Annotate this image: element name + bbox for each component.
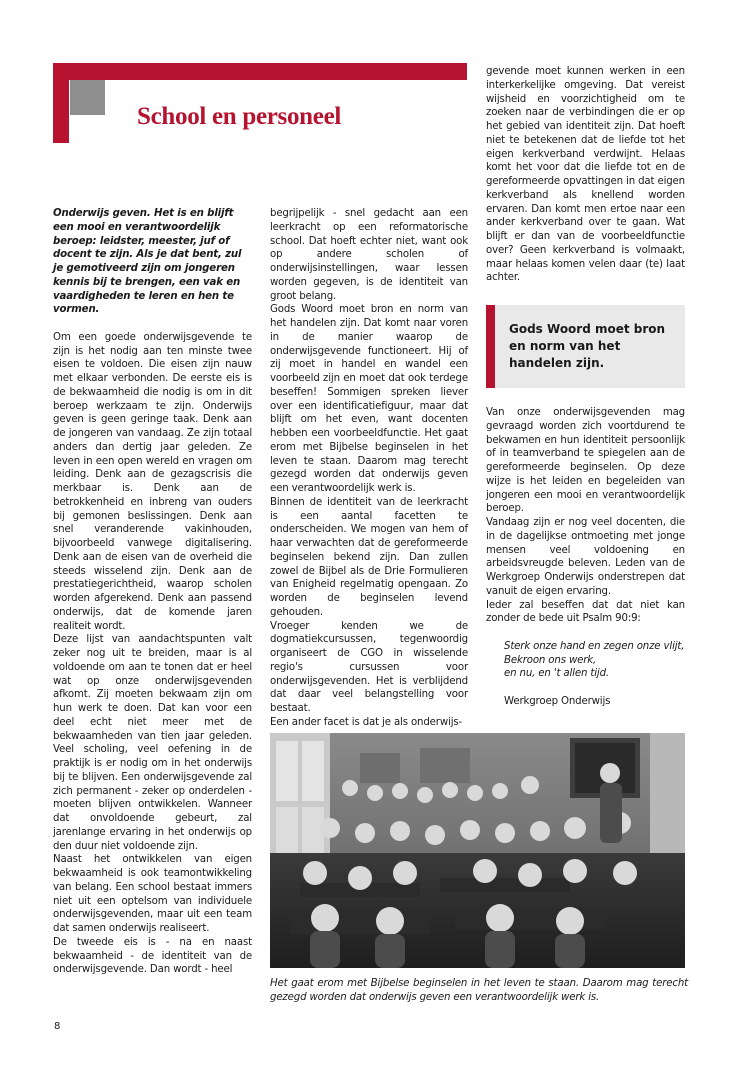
page-title: School en personeel [137,103,342,130]
paragraph: Vandaag zijn er nog veel docenten, die in de dagelijkse ontmoeting met jonge mensen veel voldoening en arbeidsvreugde beleven. Leden van de Werkgroep Onderwijs onderstrepen dat vanuit de eigen ervaring. [486,517,685,597]
paragraph: Naast het ontwikkelen van eigen bekwaamheid is ook teamontwikkeling van belang. Een school bestaat immers niet uit een optelsom van individuele onderwijsgevenden, maar uit een team dat samen onderwijs realiseert. [53,854,252,934]
paragraph: Deze lijst van aandachtspunten valt zeker nog uit te breiden, maar is al voldoende om aan te tonen dat er heel wat op onze onderwijsgevenden afkomt. Zij moeten bekwaam zijn om hun werk te doen. Dat kan voor een deel echt niet meer met de bekwaamheden van tien jaar geleden. Veel scholing, veel oefening in de praktijk is er nodig om in het onderwijs bij te blijven. Een onderwijsgevende zal zich permanent - zeker op onderdelen - moeten blijven ontwikkelen. Wanneer dat onvoldoende gebeurt, zal jarenlange ervaring in het onderwijs op den duur niet voldoende zijn. [53,634,252,852]
paragraph: De tweede eis is - na en naast bekwaamheid - de identiteit van de onderwijsgevende. Dan wordt - heel [53,936,252,976]
column-1 [53,207,252,977]
paragraph: Gods Woord moet bron en norm van het handelen zijn. Dat komt naar voren in de manier waarop de onderwijsgevende functioneert. Hij of zij moet in handel en wandel een voorbeeld zijn en moet dat ook terdege beseffen! Sommigen spreken liever over een identificatiefiguur, maar dat blijft om het even, want docenten hebben een voorbeeldfunctie. Het gaat erom met Bijbelse beginselen in het leven te staan. Daarom mag terecht gezegd worden dat onderwijs geven een verantwoordelijk werk is. [270,304,468,494]
header-grey-square [70,80,105,115]
pull-quote: Gods Woord moet bron en norm van het handelen zijn. [509,322,666,370]
psalm-line: Bekroon ons werk, [504,654,597,666]
paragraph: Binnen de identiteit van de leerkracht is een aantal facetten te onderscheiden. We mogen van hem of haar verwachten dat de gereformeerde beginselen bekend zijn. Dan zullen zowel de Bijbel als de Drie Formulieren van Enigheid regelmatig opengaan. Zo worden de beginselen levend gehouden. [270,496,468,618]
signature: Werkgroep Onderwijs [504,695,611,707]
column-3-bottom [486,406,685,709]
column-3-top [486,65,685,285]
psalm-line: en nu, en 't allen tijd. [504,668,609,680]
classroom-photo [270,733,685,968]
lead-paragraph: Onderwijs geven. Het is en blijft een mooi en verantwoordelijk beroep: leidster, meester, juf of docent te zijn. Als je dat bent, zul je gemotiveerd zijn om jongeren kennis bij te brengen, een vak en vaardigheden te leren en hen te vormen. [53,208,242,316]
paragraph: Vroeger kenden we de dogmatiekcursussen, tegenwoordig organiseert de CGO in wisselende regio's cursussen voor onderwijsgevenden. Het is verblijdend dat daar veel belangstelling voor bestaat. [270,620,468,714]
paragraph: Een ander facet is dat je als onderwijs- [270,716,463,728]
classroom-photo-illustration [270,733,685,968]
column-2 [270,207,468,730]
pull-quote-stripe [486,305,495,388]
psalm-line: Sterk onze hand en zegen onze vlijt, [504,640,685,652]
paragraph: gevende moet kunnen werken in een interkerkelijke omgeving. Dat vereist wijsheid en voorzichtigheid om te zoeken naar de verbindingen die er op het gebied van identiteit zijn. Dat hoeft niet te betekenen dat de liefde tot het eigen kerkverband verdwijnt. Helaas komt het voor dat die liefde tot en de gereformeerde opvattingen in dat eigen kerkverband als knellend worden ervaren. Dan komt men ertoe naar een ander kerkverband over te gaan. Wat blijft er dan van de voorbeeldfunctie over? Geen kerkverband is volmaakt, maar helaas komen velen daar (te) laat achter. [486,66,685,284]
header-side-bar [53,63,69,143]
paragraph: Ieder zal beseffen dat dat niet kan zonder de bede uit Psalm 90:9: [486,599,685,625]
paragraph: Om een goede onderwijsgevende te zijn is het nodig aan ten minste twee eisen te voldoen. Die eisen zijn nauw met elkaar verbonden. De eerste eis is de bekwaamheid die nodig is om in dit beroep werkzaam te zijn. Onderwijs geven is geen geringe taak. Denk aan de jongeren van vandaag. Ze zijn totaal anders dan dertig jaar geleden. Ze leven in een open wereld en vragen om leiding. Denk aan de gezagscrisis die merkbaar is. Denk aan de betrokkenheid en inbreng van ouders bij gemonen beslissingen. Denk aan snel veranderende vakinhouden, bijvoorbeeld vanwege digitalisering. Denk aan de eisen van de overheid die steeds wisselend zijn. Denk aan de prestatiegerichtheid, waarop scholen worden afgerekend. Denk aan passend onderwijs, dat de komende jaren realiteit wordt. [53,331,252,632]
psalm-quote [486,640,685,681]
page-number: 8 [54,1021,61,1032]
photo-caption: Het gaat erom met Bijbelse beginselen in het leven te staan. Daarom mag terecht gezegd worden dat onderwijs geven een verantwoordelijk werk is. [270,978,688,1003]
paragraph: begrijpelijk - snel gedacht aan een leerkracht op een reformatorische school. Dat hoeft echter niet, want ook op andere scholen of onderwijsinstellingen, waar lessen worden gegeven, is de identiteit van groot belang. [270,208,468,302]
header-bar [53,63,467,80]
paragraph: Van onze onderwijsgevenden mag gevraagd worden zich voortdurend te bekwamen en hun identiteit persoonlijk of in teamverband te spiegelen aan de gereformeerde beginselen. Op deze wijze is het leiden en begeleiden van jongeren een mooi en verantwoordelijk beroep. [486,407,685,515]
